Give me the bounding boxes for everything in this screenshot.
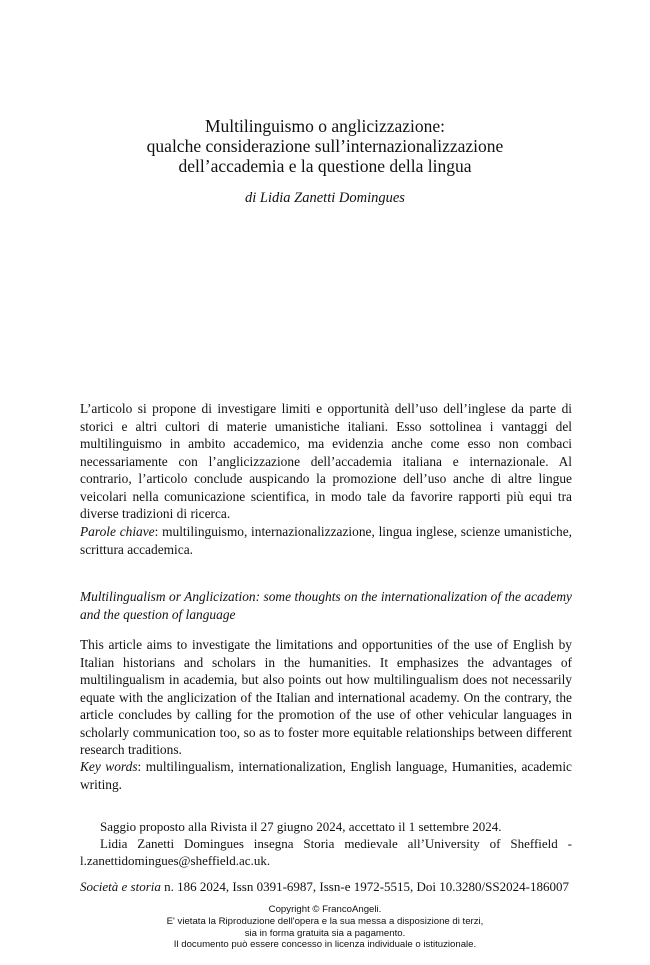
title-line-2: qualche considerazione sull’internazionalizzazione <box>146 136 504 156</box>
citation-details: n. 186 2024, Issn 0391-6987, Issn-e 1972-5515, Doi 10.3280/SS2024-186007 <box>160 879 569 894</box>
copyright-line-1: Copyright © FrancoAngeli. <box>268 904 382 915</box>
copyright-line-2: E' vietata la Riproduzione dell'opera e la sua messa a disposizione di terzi, <box>166 915 484 927</box>
english-title: Multilingualism or Anglicization: some thoughts on the internationalization of the academy and the question of language <box>80 589 572 622</box>
journal-name: Società e storia <box>80 879 161 894</box>
keywords-italian <box>80 523 572 558</box>
keywords-english <box>80 758 572 793</box>
title-line-1: Multilinguismo o anglicizzazione: <box>204 116 446 136</box>
keywords-text-it: : multilinguismo, internazionalizzazione, lingua inglese, scienze umanistiche, scrittura accademica. <box>80 524 572 557</box>
keywords-label-it: Parole chiave <box>80 524 155 539</box>
copyright-notice <box>0 904 650 951</box>
author-byline: di Lidia Zanetti Domingues <box>245 190 405 206</box>
keywords-text-en: : multilingualism, internationalization, English language, Humanities, academic writing. <box>80 759 572 792</box>
journal-citation <box>80 879 572 895</box>
title-line-3: dell’accademia e la questione della lingua <box>178 156 472 176</box>
copyright-line-3: sia in forma gratuita sia a pagamento. <box>244 927 406 939</box>
article-notes <box>80 818 572 869</box>
article-title <box>0 116 650 176</box>
author-affiliation-note: Lidia Zanetti Domingues insegna Storia medievale all’University of Sheffield - l.zanettidomingues@sheffield.ac.uk. <box>80 836 572 868</box>
abstract-italian: L’articolo si propone di investigare limiti e opportunità dell’uso dell’inglese da parte di storici e altri cultori di materie umanistiche italiani. Esso sottolinea i vantaggi del multilinguismo in ambito accademico, ma evidenzia anche come esso non combaci necessariamente con l’anglicizzazione dell’accademia italiana e internazionale. Al contrario, l’articolo conclude auspicando la promozione dell’uso anche di altre lingue veicolari nella comunicazione scientifica, in modo tale da favorire rapporti più equi tra diverse tradizioni di ricerca. <box>80 401 572 521</box>
abstract-english: This article aims to investigate the limitations and opportunities of the use of English by Italian historians and scholars in the humanities. It emphasizes the advantages of multilingualism in academia, but also points out how multilingualism does not necessarily equate with the anglicization of the Italian and international academy. On the contrary, the article concludes by calling for the promotion of the use of other vehicular languages in scholarly communication too, so as to foster more equitable relationships between different research traditions. <box>80 637 572 757</box>
keywords-label-en: Key words <box>80 759 138 774</box>
copyright-line-4: Il documento può essere concesso in licenza individuale o istituzionale. <box>173 939 477 951</box>
submission-note: Saggio proposto alla Rivista il 27 giugno 2024, accettato il 1 settembre 2024. <box>100 819 502 834</box>
